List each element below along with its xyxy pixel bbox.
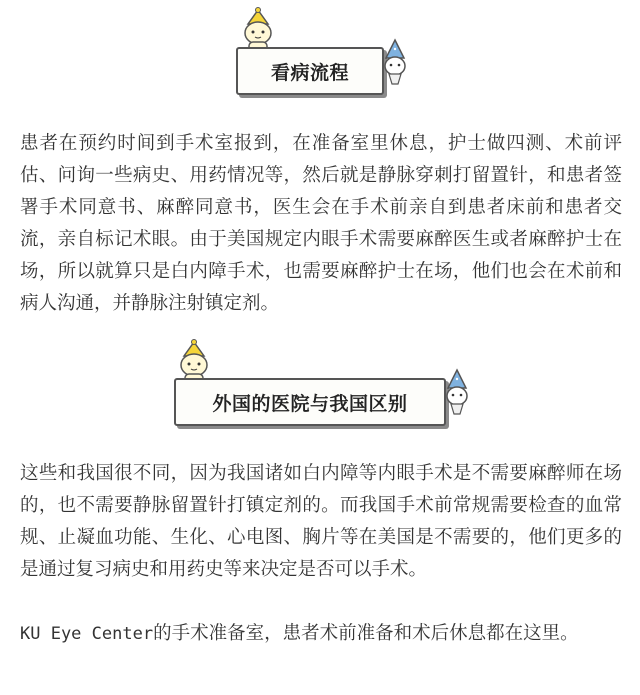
section-heading-1-text: 看病流程: [270, 61, 349, 84]
blue-wizard-icon: [380, 40, 410, 86]
paragraph-1: 患者在预约时间到手术室报到，在准备室里休息，护士做四测、术前评估、问询一些病史、用药情况等，然后就是静脉穿刺打留置针，和患者签署手术同意书、麻醉同意书，医生会在手术前亲自到患者床前和患者交流，亲自标记术眼。由于美国规定内眼手术需要麻醉医生或者麻醉护士在场，所以就算只是白内障手术，也需要麻醉护士在场，他们也会在术前和病人沟通，并静脉注射镇定剂。: [20, 133, 622, 314]
section-heading-2-text: 外国的医院与我国区别: [212, 392, 408, 415]
center-name: KU Eye Center: [20, 624, 154, 644]
paragraph-3-text: 的手术准备室，患者术前准备和术后休息都在这里。: [153, 623, 579, 644]
paragraph-2: 这些和我国很不同，因为我国诸如白内障等内眼手术是不需要麻醉师在场的，也不需要静脉留置针打镇定剂的。而我国手术前常规需要检查的血常规、止凝血功能、生化、心电图、胸片等在美国是不需要的，他们更多的是通过复习病史和用药史等来决定是否可以手术。: [20, 463, 622, 580]
heading-block-2: [0, 330, 640, 430]
section-heading-1: [236, 47, 384, 95]
heading-block-1: [0, 0, 640, 100]
section-heading-2: [174, 378, 446, 426]
paragraph-3: [20, 618, 622, 650]
blue-wizard-icon: [442, 370, 472, 416]
